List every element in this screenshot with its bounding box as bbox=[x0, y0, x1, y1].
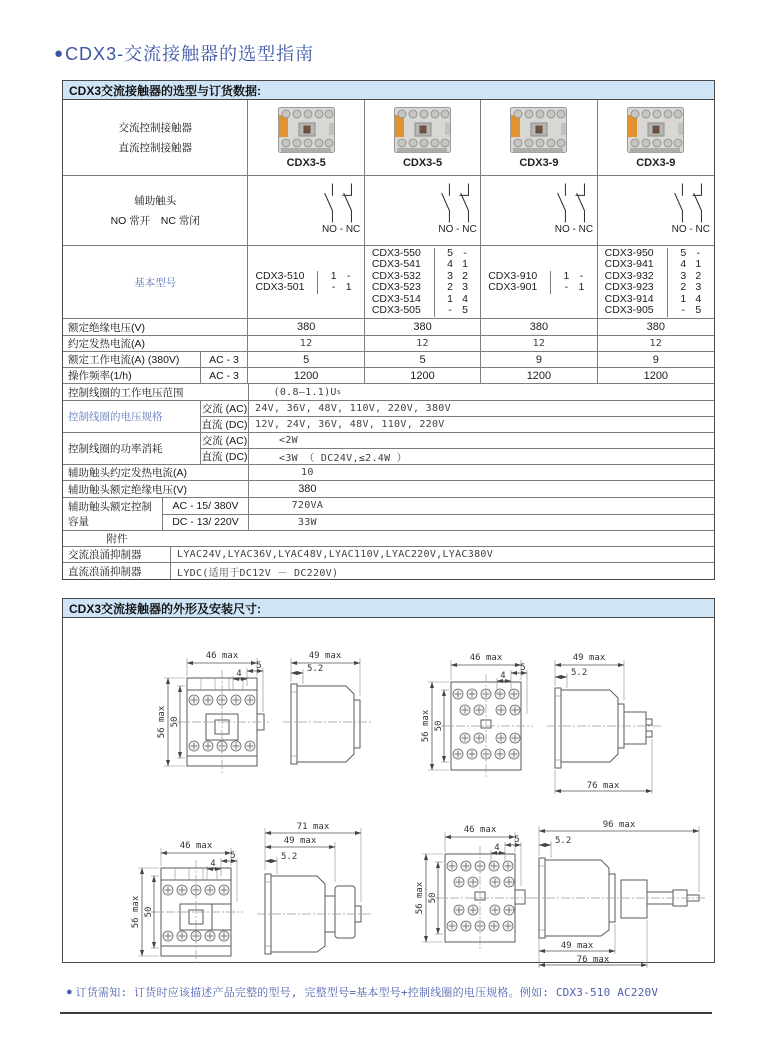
spec-sublabel: 直流 (DC) bbox=[201, 419, 248, 431]
spec-value: 1200 bbox=[481, 368, 597, 383]
spec-label: 约定发热电流(A) bbox=[63, 336, 248, 351]
dim-label: 50 bbox=[144, 906, 154, 918]
spec-row-coil-voltage bbox=[63, 401, 714, 433]
spec-row-ac-surge bbox=[63, 547, 714, 563]
spec-value: 1200 bbox=[643, 369, 669, 382]
dimensions-section bbox=[62, 598, 715, 963]
dim-label: 46 max bbox=[469, 653, 503, 663]
spec-row-aux-thermal bbox=[63, 465, 714, 481]
model-list-cell: CDX3-510 CDX3-501 1 - - 1 bbox=[248, 246, 364, 318]
no-nc-contact-icon bbox=[321, 183, 361, 223]
accessories-label: 附件 bbox=[106, 533, 128, 545]
spec-value: 1200 bbox=[365, 368, 481, 383]
dim-label: 56 max bbox=[131, 895, 141, 929]
section2-header: CDX3交流接触器的外形及安装尺寸: bbox=[63, 599, 714, 618]
spec-value: 9 bbox=[652, 353, 659, 366]
spec-sublabel: 交流 (AC) bbox=[201, 403, 248, 415]
no-nc-contact-icon bbox=[671, 183, 711, 223]
spec-value: 5 bbox=[365, 352, 481, 367]
spec-value: <2W bbox=[279, 435, 298, 446]
spec-row-insulation bbox=[63, 319, 714, 336]
dim-label: 5 bbox=[520, 663, 526, 673]
dim-label: 71 max bbox=[296, 822, 330, 832]
no-nc-label: NO - NC bbox=[554, 224, 594, 235]
spec-label: 操作频率(1/h) bbox=[63, 368, 201, 383]
aux-contact-label: 辅助触头 NO 常开 NC 常闭 bbox=[63, 176, 248, 245]
model-caption: CDX3-9 bbox=[636, 156, 676, 169]
spec-value: 12 bbox=[365, 336, 481, 351]
product-photo-cell bbox=[481, 100, 597, 175]
spec-row-aux-capacity bbox=[63, 498, 714, 531]
spec-value: 10 bbox=[301, 467, 314, 478]
bullet-icon: ● bbox=[54, 44, 64, 62]
spec-value: 380 bbox=[248, 319, 364, 335]
dim-label: 56 max bbox=[421, 709, 431, 743]
dim-label: 4 bbox=[210, 859, 216, 869]
spec-value: LYDC(适用于DC12V － DC220V) bbox=[177, 567, 339, 579]
selection-table-section bbox=[62, 80, 715, 580]
no-nc-label: NO - NC bbox=[321, 224, 361, 235]
spec-row-frequency bbox=[63, 368, 714, 384]
dimension-drawings bbox=[63, 618, 714, 965]
spec-value: LYAC24V,LYAC36V,LYAC48V,LYAC110V,LYAC220V,LYAC380V bbox=[177, 549, 494, 560]
spec-label: 额定绝缘电压(V) bbox=[63, 319, 248, 335]
dim-label: 96 max bbox=[602, 820, 636, 830]
dimension-drawing-3 bbox=[125, 818, 415, 983]
spec-value: <3W （ DC24V,≤2.4W ） bbox=[279, 453, 408, 464]
dim-label: 5 bbox=[230, 851, 236, 861]
spec-sublabel: AC - 3 bbox=[201, 352, 249, 367]
dim-label: 46 max bbox=[205, 651, 239, 661]
model-list-cell: CDX3-910 CDX3-901 1 - - 1 bbox=[481, 246, 597, 318]
spec-value: 12V, 24V, 36V, 48V, 110V, 220V bbox=[255, 419, 445, 430]
spec-value: 380 bbox=[298, 483, 317, 495]
spec-value: 1200 bbox=[248, 368, 364, 383]
dim-label: 50 bbox=[428, 892, 438, 904]
model-list-cell: CDX3-550 CDX3-541 CDX3-532 CDX3-523 CDX3-514 CDX3-505 5 - 4 1 3 2 2 3 1 4 - 5 bbox=[365, 246, 481, 318]
spec-value: 12 bbox=[649, 338, 663, 349]
spec-value: 380 bbox=[365, 319, 481, 335]
spec-label: 辅助触头额定控制容量 bbox=[63, 498, 163, 530]
spec-label: 交流浪涌抑制器 bbox=[63, 547, 171, 562]
product-photo-row bbox=[63, 100, 714, 176]
product-photo-cell bbox=[365, 100, 481, 175]
spec-value: 24V, 36V, 48V, 110V, 220V, 380V bbox=[255, 403, 451, 414]
aux-symbol-cell bbox=[598, 176, 714, 245]
spec-row-dc-surge bbox=[63, 563, 714, 579]
spec-sublabel: AC - 15/ 380V bbox=[163, 498, 249, 514]
spec-sublabel: AC - 3 bbox=[201, 368, 249, 383]
spec-value: 9 bbox=[481, 352, 597, 367]
contactor-photo bbox=[627, 107, 684, 154]
spec-row-coil-power bbox=[63, 433, 714, 465]
no-nc-label: NO - NC bbox=[438, 224, 477, 235]
dim-label: 50 bbox=[434, 720, 444, 732]
spec-value: 33W bbox=[297, 516, 317, 528]
spec-label: 直流浪涌抑制器 bbox=[63, 563, 171, 579]
page-title bbox=[54, 40, 314, 66]
spec-row-aux-insulation bbox=[63, 481, 714, 498]
spec-row-thermal bbox=[63, 336, 714, 352]
dimension-drawing-1 bbox=[151, 642, 406, 800]
spec-value: 720VA bbox=[291, 500, 324, 512]
spec-sublabel: 直流 (DC) bbox=[201, 451, 248, 463]
contactor-photo bbox=[394, 107, 451, 154]
ordering-note-text: 订货需知: 订货时应该描述产品完整的型号, 完整型号=基本型号+控制线圈的电压规格。例如: CDX3-510 AC220V bbox=[75, 986, 659, 999]
dim-label: 4 bbox=[236, 669, 242, 679]
dim-label: 76 max bbox=[586, 781, 620, 791]
model-caption: CDX3-5 bbox=[286, 156, 326, 169]
dim-label: 49 max bbox=[283, 836, 317, 846]
aux-symbol-cell bbox=[248, 176, 364, 245]
dim-label: 49 max bbox=[572, 653, 606, 663]
page-title-text: CDX3-交流接触器的选型指南 bbox=[65, 44, 315, 64]
spec-label: 控制线圈的功率消耗 bbox=[63, 433, 201, 464]
dim-label: 4 bbox=[494, 843, 500, 853]
spec-label: 辅助触头约定发热电流(A) bbox=[63, 465, 249, 480]
dim-label: 56 max bbox=[415, 881, 425, 915]
dim-label: 4 bbox=[500, 671, 506, 681]
dim-label: 49 max bbox=[308, 651, 342, 661]
dim-label: 5.2 bbox=[571, 668, 588, 678]
section1-header: CDX3交流接触器的选型与订货数据: bbox=[63, 81, 714, 100]
dim-label: 46 max bbox=[463, 825, 497, 835]
footer-rule bbox=[60, 1012, 712, 1014]
aux-contact-row bbox=[63, 176, 714, 246]
contactor-photo bbox=[510, 107, 567, 154]
dim-label: 46 max bbox=[179, 841, 213, 851]
dim-label: 5.2 bbox=[555, 836, 572, 846]
dimension-drawing-4 bbox=[415, 818, 715, 978]
no-nc-label: NO - NC bbox=[671, 224, 710, 235]
dim-label: 49 max bbox=[560, 941, 594, 951]
spec-value: 12 bbox=[481, 336, 597, 351]
spec-value: 380 bbox=[481, 319, 597, 335]
spec-row-voltage-range bbox=[63, 384, 714, 401]
spec-label: 控制线圈的工作电压范围 bbox=[63, 384, 249, 400]
dim-label: 56 max bbox=[157, 705, 167, 739]
dim-label: 50 bbox=[170, 716, 180, 728]
bullet-icon: ● bbox=[66, 986, 73, 998]
spec-value: 380 bbox=[646, 321, 665, 333]
spec-label: 额定工作电流(A) (380V) bbox=[63, 352, 201, 367]
dim-label: 5.2 bbox=[307, 664, 324, 674]
spec-value: 5 bbox=[248, 352, 364, 367]
ordering-note bbox=[66, 984, 658, 1000]
model-caption: CDX3-9 bbox=[519, 156, 559, 169]
product-type-label: 交流控制接触器 直流控制接触器 bbox=[63, 100, 248, 175]
spec-row-accessories bbox=[63, 531, 714, 547]
dim-label: 5 bbox=[514, 835, 520, 845]
no-nc-contact-icon bbox=[554, 183, 594, 223]
dim-label: 76 max bbox=[576, 955, 610, 965]
model-caption: CDX3-5 bbox=[402, 156, 443, 169]
base-model-row bbox=[63, 246, 714, 319]
spec-sublabel: 交流 (AC) bbox=[201, 435, 248, 447]
aux-symbol-cell bbox=[365, 176, 481, 245]
spec-value: 12 bbox=[248, 336, 364, 351]
model-list-cell: CDX3-950 CDX3-941 CDX3-932 CDX3-923 CDX3-914 CDX3-905 5 - 4 1 3 2 2 3 1 4 - 5 bbox=[598, 246, 714, 318]
no-nc-contact-icon bbox=[438, 183, 478, 223]
dim-label: 5 bbox=[256, 661, 262, 671]
spec-row-current bbox=[63, 352, 714, 368]
contactor-photo bbox=[278, 107, 335, 154]
spec-sublabel: DC - 13/ 220V bbox=[163, 515, 249, 531]
spec-label: 控制线圈的电压规格 bbox=[63, 401, 201, 432]
dimension-drawing-2 bbox=[415, 642, 710, 817]
base-model-label: 基本型号 bbox=[63, 246, 248, 318]
spec-label: 辅助触头额定绝缘电压(V) bbox=[63, 481, 249, 497]
product-photo-cell bbox=[248, 100, 364, 175]
product-photo-cell bbox=[598, 100, 714, 175]
spec-value: (0.8–1.1)U s bbox=[273, 386, 342, 398]
aux-symbol-cell bbox=[481, 176, 597, 245]
dim-label: 5.2 bbox=[281, 852, 298, 862]
